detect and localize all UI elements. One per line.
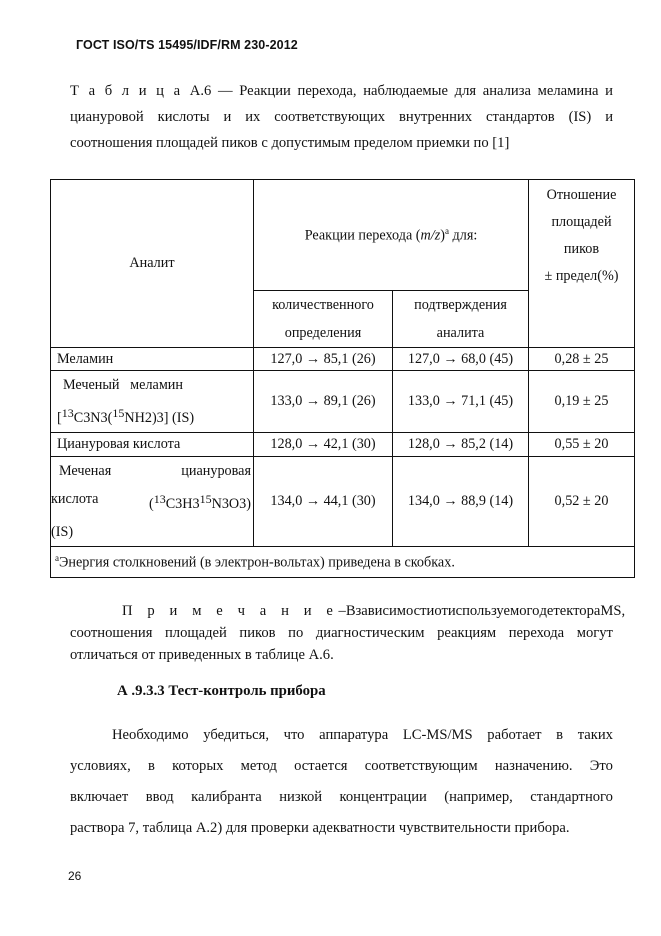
paragraph-word: работает: [487, 727, 542, 743]
caption-word: соответствующих: [274, 109, 386, 125]
note-word: от: [434, 603, 448, 619]
caption-word: и: [223, 109, 232, 125]
header-transitions-text: для:: [448, 227, 478, 244]
note-word: перехода: [508, 625, 565, 641]
isotope: 15: [199, 492, 212, 506]
header-ratio-line: пиков: [563, 241, 600, 257]
paragraph-word: Это: [589, 758, 613, 774]
isotope: 13: [61, 406, 74, 420]
subheader-line: определения: [284, 325, 362, 341]
header-ratio-line: ± предел(%): [544, 268, 619, 284]
cell-analyte: Меламин: [51, 348, 254, 371]
caption-word: стандартов: [485, 109, 555, 125]
formula-part: C3N3(: [73, 410, 113, 426]
caption-line-2: [70, 104, 613, 130]
note-word: площадей: [165, 625, 227, 641]
paragraph-line-2: [70, 751, 613, 782]
formula-part: N3O3): [211, 496, 251, 512]
cell-ratio: 0,52 ± 20: [529, 457, 635, 547]
analyte-word: циануровая: [181, 463, 251, 479]
paragraph-word: LC-MS/MS: [402, 727, 473, 743]
isotope: 15: [112, 406, 125, 420]
paragraph-line-3: [70, 782, 613, 813]
paragraph-word: убедиться,: [203, 727, 269, 743]
caption-word: и: [605, 83, 613, 99]
caption-word: кислоты: [157, 109, 210, 125]
paragraph-word: включает: [70, 789, 129, 805]
header-ratio: [529, 180, 635, 348]
table-row: [51, 371, 635, 433]
table-row: [51, 457, 635, 547]
cell-quant: 133,0 → 89,1 (26): [254, 371, 393, 433]
caption-word: и: [605, 109, 613, 125]
paragraph-line-1: [70, 720, 613, 751]
note-line-3: отличаться от приведенных в таблице А.6.: [70, 647, 334, 663]
analyte-word: меламин: [130, 377, 183, 393]
analyte-line: (IS): [51, 524, 74, 540]
paragraph-word: которых: [172, 758, 224, 774]
isotope: 13: [153, 492, 166, 506]
note-word: используемого: [447, 603, 540, 619]
analyte-word: Меченый: [63, 377, 120, 393]
cell-quant: 134,0 → 44,1 (30): [254, 457, 393, 547]
analyte-formula: [149, 485, 251, 518]
caption-word: циануровой: [70, 109, 144, 125]
note-word: пиков: [239, 625, 276, 641]
footnote-text: Энергия столкновений (в электрон-вольтах) приведена в скобках.: [59, 554, 455, 571]
caption-word: —: [217, 83, 233, 99]
paragraph-word: остается: [294, 758, 348, 774]
cell-confirm: 134,0 → 88,9 (14): [393, 457, 529, 547]
caption-label: Т а б л и ц а: [70, 83, 184, 99]
body-paragraph: [70, 720, 613, 844]
paragraph-word: соответствующим: [364, 758, 478, 774]
table-footnote-row: [51, 547, 635, 578]
paragraph-word: в: [556, 727, 564, 743]
document-header: ГОСТ ISO/TS 15495/IDF/RM 230-2012: [76, 38, 298, 52]
analyte-word: кислота: [51, 491, 99, 507]
caption-word: внутренних: [399, 109, 473, 125]
analyte-line: [51, 457, 251, 485]
subheader-line: аналита: [436, 325, 485, 341]
note-word: детектора: [539, 603, 601, 619]
cell-ratio: 0,19 ± 25: [529, 371, 635, 433]
caption-word: А.6: [189, 83, 212, 99]
caption-word: анализа: [482, 83, 531, 99]
header-analyte: Аналит: [51, 180, 254, 348]
header-ratio-line: площадей: [551, 214, 612, 230]
subheader-line: количественного: [272, 297, 374, 313]
paragraph-word: аппаратура: [319, 727, 389, 743]
cell-ratio: 0,28 ± 25: [529, 348, 635, 371]
caption-word: наблюдаемые: [363, 83, 448, 99]
analyte-formula: [57, 399, 247, 432]
header-mz: m/z: [420, 227, 441, 244]
caption-word: их: [245, 109, 261, 125]
note-word: диагностическим: [315, 625, 425, 641]
paragraph-word: в: [147, 758, 155, 774]
paragraph-line-4: раствора 7, таблица А.2) для проверки адекватности чувствительности прибора.: [70, 820, 570, 836]
note-word: соотношения: [70, 625, 153, 641]
subheader-confirm: [393, 291, 529, 348]
subheader-line: подтверждения: [414, 297, 507, 313]
caption-word: (IS): [568, 109, 592, 125]
table-row: [51, 433, 635, 457]
paragraph-word: условиях,: [70, 758, 131, 774]
footnote-marker: a: [444, 225, 449, 236]
note-line-2: [70, 622, 613, 644]
note-word: могут: [576, 625, 613, 641]
note-word: реакциям: [437, 625, 497, 641]
note-line-1: [70, 600, 626, 622]
formula-part: [: [57, 410, 62, 426]
note-block: [70, 600, 626, 666]
paragraph-word: ввод: [145, 789, 174, 805]
caption-word: перехода,: [297, 83, 357, 99]
formula-part: (: [148, 496, 154, 512]
section-heading: А .9.3.3 Тест-контроль прибора: [117, 683, 326, 699]
cell-analyte: Циануровая кислота: [51, 433, 254, 457]
cell-confirm: 128,0 → 85,2 (14): [393, 433, 529, 457]
caption-line-3: соотношения площадей пиков с допустимым пределом приемки по [1]: [70, 135, 510, 151]
note-word: зависимости: [355, 603, 435, 619]
caption-word: для: [454, 83, 477, 99]
page-number: 26: [68, 869, 82, 883]
formula-part: C3H3: [165, 496, 200, 512]
note-word: –: [338, 603, 346, 619]
caption-line-1: [70, 78, 613, 104]
paragraph-word: низкой: [279, 789, 323, 805]
analyte-line: [51, 485, 251, 518]
header-ratio-line: Отношение: [546, 187, 617, 203]
note-word: MS,: [600, 603, 626, 619]
note-word: по: [288, 625, 304, 641]
caption-word: меламина: [537, 83, 599, 99]
caption-word: Реакции: [239, 83, 291, 99]
transitions-table: [50, 179, 635, 578]
paragraph-word: концентрации: [339, 789, 427, 805]
formula-part: NH2)3] (IS): [124, 410, 195, 426]
footnote-marker: a: [55, 552, 59, 563]
note-word: В: [345, 603, 356, 619]
header-transitions: [254, 180, 529, 291]
paragraph-word: назначению.: [494, 758, 573, 774]
cell-confirm: 127,0 → 68,0 (45): [393, 348, 529, 371]
paragraph-word: таких: [577, 727, 613, 743]
paragraph-word: (например,: [444, 789, 513, 805]
cell-confirm: 133,0 → 71,1 (45): [393, 371, 529, 433]
table-caption: [70, 78, 613, 156]
analyte-line: [57, 371, 183, 399]
cell-quant: 128,0 → 42,1 (30): [254, 433, 393, 457]
table-footnote: [51, 547, 635, 578]
note-label: П р и м е ч а н и е: [122, 603, 339, 619]
paragraph-word: что: [283, 727, 305, 743]
cell-quant: 127,0 → 85,1 (26): [254, 348, 393, 371]
paragraph-word: калибранта: [191, 789, 262, 805]
analyte-word: Меченая: [59, 463, 112, 479]
header-transitions-text: Реакции перехода (: [304, 227, 421, 244]
paragraph-word: стандартного: [530, 789, 613, 805]
header-transitions-text: ): [440, 227, 445, 244]
cell-analyte: [51, 457, 254, 547]
cell-ratio: 0,55 ± 20: [529, 433, 635, 457]
paragraph-word: Необходимо: [112, 727, 189, 743]
paragraph-word: метод: [240, 758, 277, 774]
table-header-row: [51, 180, 635, 291]
subheader-quant: [254, 291, 393, 348]
table-row: [51, 348, 635, 371]
cell-analyte: [51, 371, 254, 433]
